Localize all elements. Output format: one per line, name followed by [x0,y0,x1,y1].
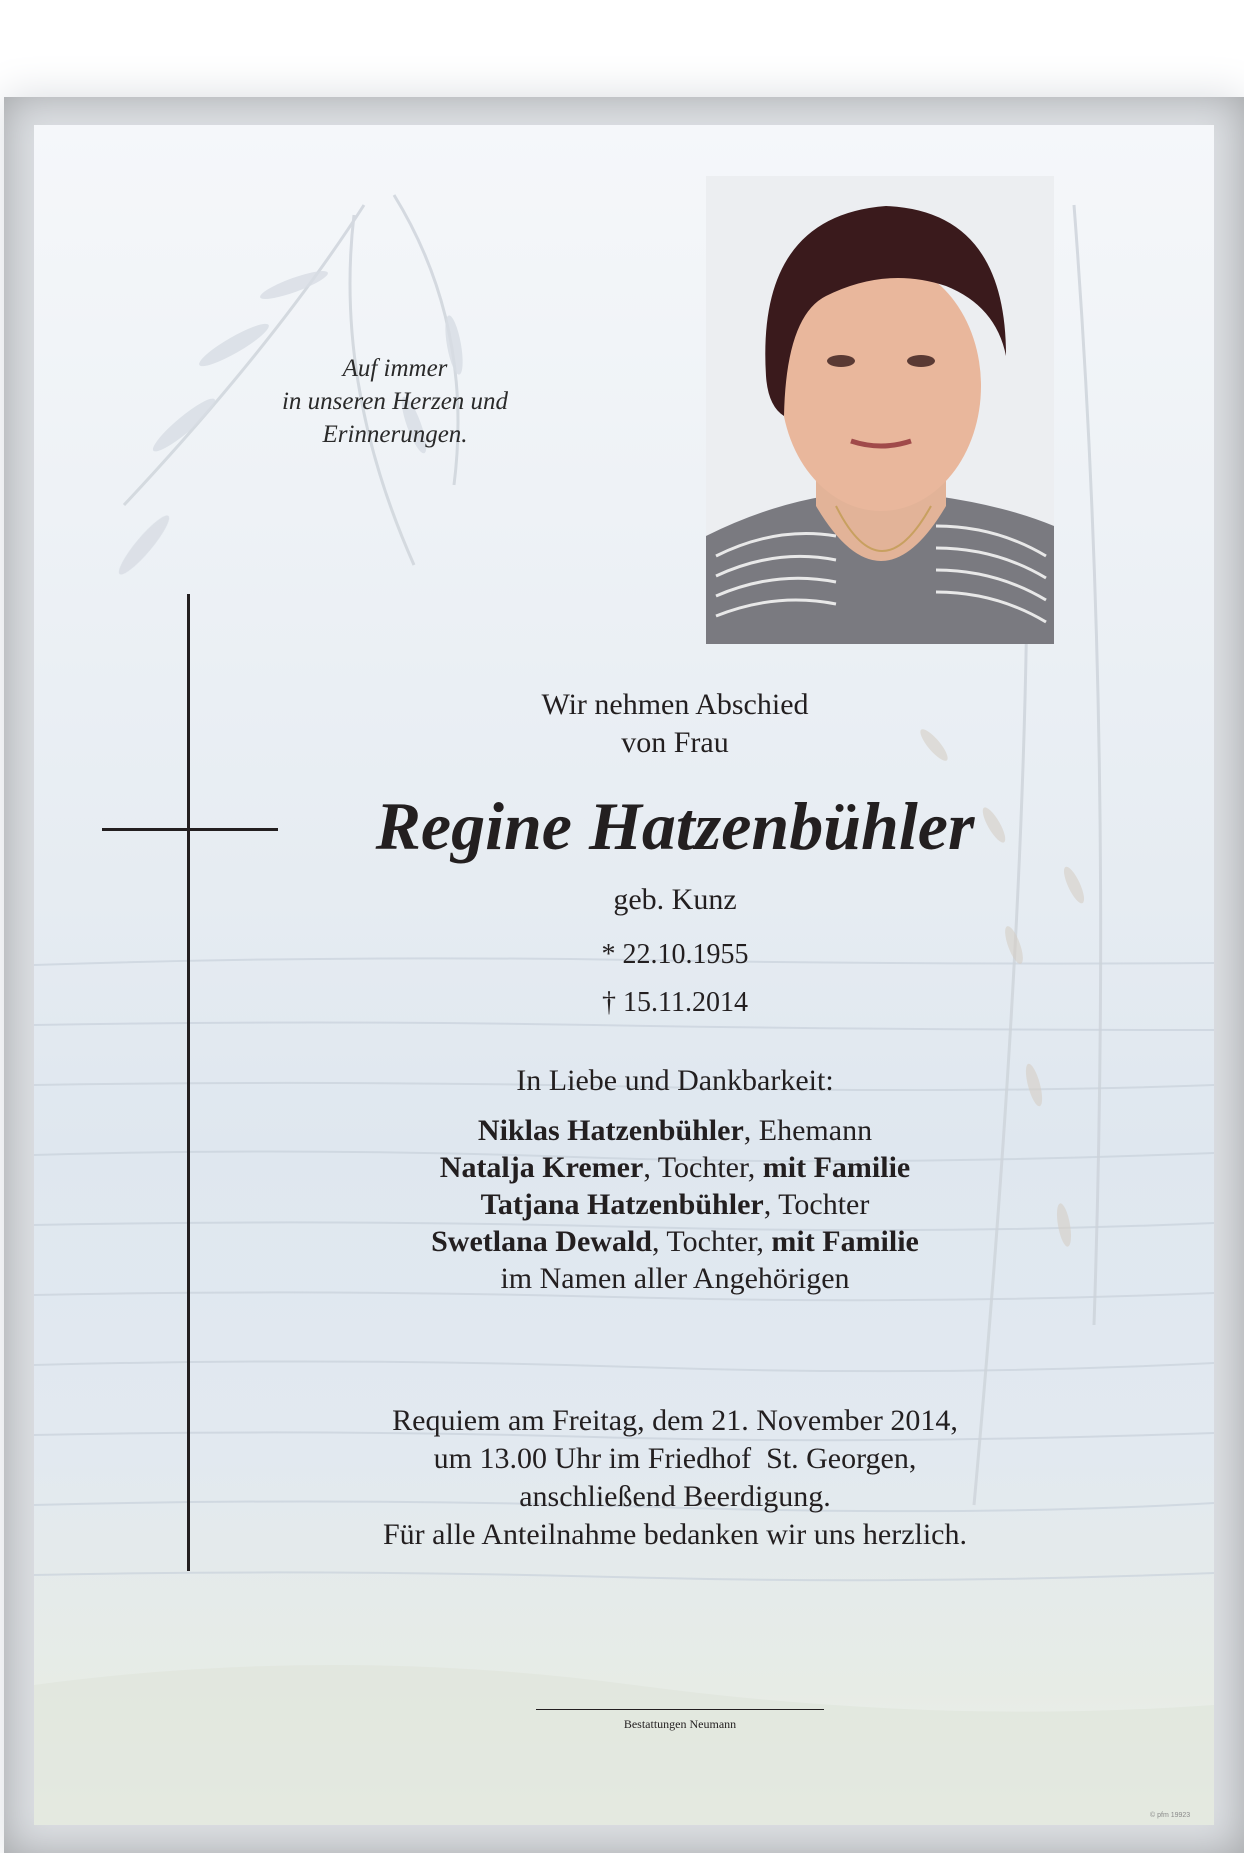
intro-line: Wir nehmen Abschied [541,688,809,721]
cross-horizontal-bar [102,828,278,831]
print-code: © pfm 19923 [1150,1812,1191,1819]
intro-line: von Frau [621,726,729,759]
service-line: anschließend Beerdigung. [519,1480,831,1513]
verse-line: Erinnerungen. [322,421,468,448]
funeral-home-name: Bestattungen Neumann [623,1717,737,1731]
service-line: Requiem am Freitag, dem 21. November 2014, [392,1404,958,1437]
service-line: Für alle Anteilnahme bedanken wir uns herzlich. [383,1518,967,1551]
member-relation: , Tochter [763,1188,870,1221]
member-name: Natalja Kremer [439,1151,644,1184]
memorial-verse [230,352,560,451]
family-member [300,1149,1050,1186]
member-relation: , Ehemann [743,1114,873,1147]
member-name: Niklas Hatzenbühler [477,1114,744,1147]
maiden-name: geb. Kunz [613,883,737,916]
member-relation: , Tochter, [651,1225,772,1258]
death-date: † 15.11.2014 [602,987,748,1018]
family-closing: im Namen aller Angehörigen [500,1262,850,1295]
member-extra: mit Familie [771,1225,919,1258]
member-name: Swetlana Dewald [431,1225,652,1258]
verse-line: in unseren Herzen und [281,388,509,415]
signature-divider [536,1709,824,1710]
family-member [300,1112,1050,1149]
family-member [300,1186,1050,1223]
member-name: Tatjana Hatzenbühler [480,1188,764,1221]
farewell-intro [300,686,1050,762]
birth-date: * 22.10.1955 [601,939,749,970]
service-line: um 13.00 Uhr im Friedhof St. Georgen, [433,1442,917,1475]
frame-border [4,97,1244,1853]
family-member [300,1223,1050,1260]
cross-vertical-bar [187,594,190,1571]
verse-line: Auf immer [342,355,448,382]
member-extra: mit Familie [762,1151,911,1184]
family-list [300,1112,1050,1297]
deceased-name: Regine Hatzenbühler [375,788,975,864]
portrait-photo [706,176,1054,644]
member-relation: , Tochter, [643,1151,763,1184]
service-details [300,1402,1050,1554]
thanks-heading: In Liebe und Dankbarkeit: [516,1064,834,1097]
